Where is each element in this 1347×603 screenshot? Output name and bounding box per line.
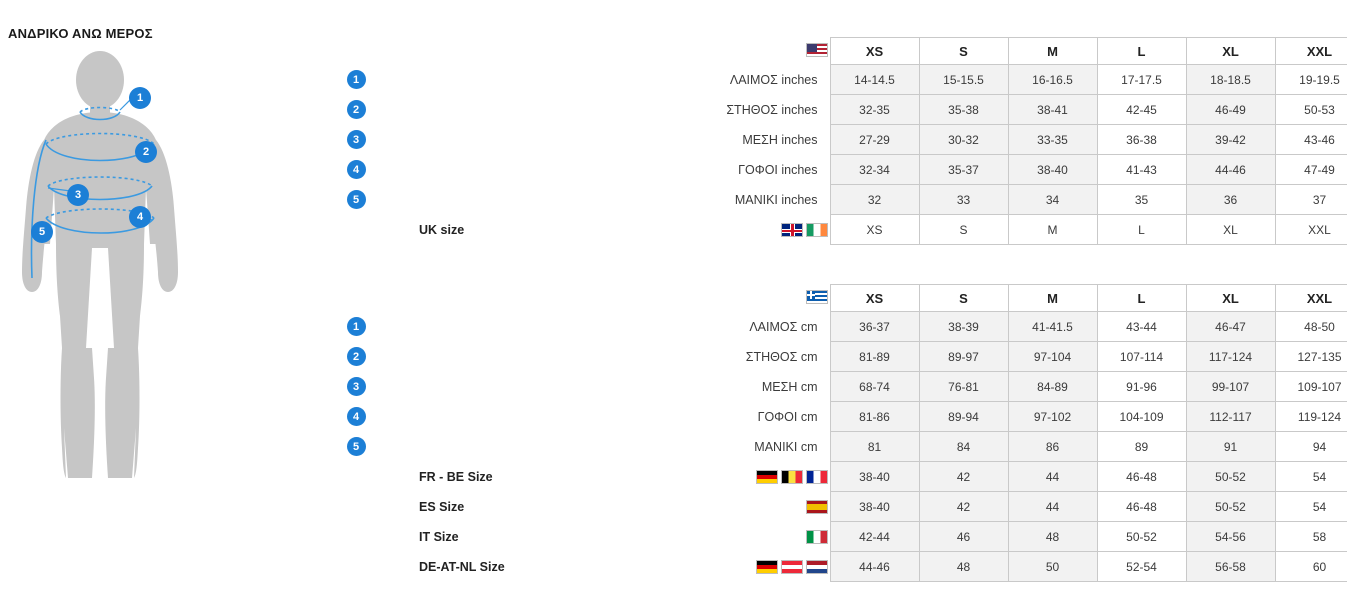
row-label-fr-be-size <box>375 462 830 492</box>
cell-waist-s: 76-81 <box>919 372 1008 402</box>
cell-sleeve-xs: 81 <box>830 432 919 462</box>
table-row <box>337 552 1347 582</box>
cell-hips-xl: 112-117 <box>1186 402 1275 432</box>
flag-france-icon <box>806 470 828 484</box>
row-marker-3: 3 <box>337 372 375 402</box>
body-diagram <box>0 48 330 498</box>
page-title: ΑΝΔΡΙΚΟ ΑΝΩ ΜΕΡΟΣ <box>8 26 153 41</box>
flag-netherlands-icon <box>806 560 828 574</box>
cell-waist-l: 36-38 <box>1097 125 1186 155</box>
cell-sleeve-xl: 91 <box>1186 432 1275 462</box>
cell-neck-xs: 14-14.5 <box>830 65 919 95</box>
cell-neck-m: 16-16.5 <box>1008 65 1097 95</box>
cell-hips-m: 38-40 <box>1008 155 1097 185</box>
cell-chest-l: 42-45 <box>1097 95 1186 125</box>
col-size-xxl: XXL <box>1275 38 1347 65</box>
cell-it-s: 46 <box>919 522 1008 552</box>
marker-5: 5 <box>32 222 52 242</box>
flag-ireland-icon <box>806 223 828 237</box>
cell-chest-m: 97-104 <box>1008 342 1097 372</box>
cell-waist-m: 33-35 <box>1008 125 1097 155</box>
cell-hips-xl: 44-46 <box>1186 155 1275 185</box>
cell-uk-xxl: XXL <box>1275 215 1347 245</box>
cell-es-xs: 38-40 <box>830 492 919 522</box>
cell-it-l: 50-52 <box>1097 522 1186 552</box>
size-table-metric <box>337 284 1347 582</box>
table-row <box>337 95 1347 125</box>
col-size-s: S <box>919 38 1008 65</box>
flag-group-it <box>806 530 828 544</box>
col-size-m: M <box>1008 38 1097 65</box>
cell-hips-l: 41-43 <box>1097 155 1186 185</box>
cell-it-xs: 42-44 <box>830 522 919 552</box>
row-label-hips-in: ΓΟΦΟΙ inches <box>738 162 818 177</box>
cell-uk-m: M <box>1008 215 1097 245</box>
cell-uk-xl: XL <box>1186 215 1275 245</box>
flag-group-fr-be <box>756 470 828 484</box>
cell-uk-s: S <box>919 215 1008 245</box>
col-size-xs: XS <box>830 285 919 312</box>
cell-deatnl-s: 48 <box>919 552 1008 582</box>
row-label-it-size <box>375 522 830 552</box>
row-label-hips-cm: ΓΟΦΟΙ cm <box>757 409 818 424</box>
figure-panel <box>0 0 330 603</box>
cell-neck-l: 43-44 <box>1097 312 1186 342</box>
cell-neck-xl: 46-47 <box>1186 312 1275 342</box>
row-label-es-size-text: ES Size <box>419 499 465 514</box>
cell-es-l: 46-48 <box>1097 492 1186 522</box>
row-marker-2: 2 <box>337 342 375 372</box>
cell-chest-l: 107-114 <box>1097 342 1186 372</box>
flag-germany-icon <box>756 470 778 484</box>
table-row <box>337 492 1347 522</box>
cell-it-xxl: 58 <box>1275 522 1347 552</box>
table-row <box>337 125 1347 155</box>
cell-hips-xxl: 47-49 <box>1275 155 1347 185</box>
col-size-xs: XS <box>830 38 919 65</box>
cell-neck-xxl: 48-50 <box>1275 312 1347 342</box>
marker-2: 2 <box>136 142 156 162</box>
cell-sleeve-l: 35 <box>1097 185 1186 215</box>
row-label-uk-size <box>375 215 830 245</box>
cell-sleeve-xs: 32 <box>830 185 919 215</box>
cell-sleeve-l: 89 <box>1097 432 1186 462</box>
cell-neck-m: 41-41.5 <box>1008 312 1097 342</box>
cell-waist-xs: 27-29 <box>830 125 919 155</box>
table-row <box>337 215 1347 245</box>
cell-frbe-l: 46-48 <box>1097 462 1186 492</box>
cell-frbe-s: 42 <box>919 462 1008 492</box>
row-label-uk-size-text: UK size <box>419 222 465 237</box>
cell-waist-l: 91-96 <box>1097 372 1186 402</box>
row-marker-none <box>337 462 375 492</box>
col-size-m: M <box>1008 285 1097 312</box>
cell-frbe-xs: 38-40 <box>830 462 919 492</box>
cell-deatnl-m: 50 <box>1008 552 1097 582</box>
cell-sleeve-m: 86 <box>1008 432 1097 462</box>
cell-waist-xl: 39-42 <box>1186 125 1275 155</box>
cell-waist-xxl: 109-107 <box>1275 372 1347 402</box>
cell-sleeve-xl: 36 <box>1186 185 1275 215</box>
table-row <box>337 312 1347 342</box>
cell-chest-m: 38-41 <box>1008 95 1097 125</box>
cell-waist-xxl: 43-46 <box>1275 125 1347 155</box>
row-label-sleeve-in: ΜΑΝΙΚΙ inches <box>734 192 818 207</box>
row-marker-3: 3 <box>337 125 375 155</box>
cell-neck-l: 17-17.5 <box>1097 65 1186 95</box>
row-label-es-size <box>375 492 830 522</box>
cell-chest-xxl: 50-53 <box>1275 95 1347 125</box>
cell-hips-m: 97-102 <box>1008 402 1097 432</box>
flag-belgium-icon <box>781 470 803 484</box>
row-marker-5: 5 <box>337 432 375 462</box>
flag-group-uk-ie <box>781 223 828 237</box>
table-row <box>337 462 1347 492</box>
table-row <box>337 65 1347 95</box>
row-marker-none <box>337 522 375 552</box>
col-size-l: L <box>1097 285 1186 312</box>
cell-frbe-xxl: 54 <box>1275 462 1347 492</box>
row-marker-1: 1 <box>337 65 375 95</box>
cell-waist-xl: 99-107 <box>1186 372 1275 402</box>
flag-germany-icon <box>756 560 778 574</box>
col-size-xl: XL <box>1186 285 1275 312</box>
table-row <box>337 432 1347 462</box>
cell-es-s: 42 <box>919 492 1008 522</box>
cell-hips-xs: 32-34 <box>830 155 919 185</box>
cell-es-m: 44 <box>1008 492 1097 522</box>
row-label-sleeve-cm: ΜΑΝΙΚΙ cm <box>754 439 818 454</box>
table-header-row <box>337 38 1347 65</box>
cell-neck-xl: 18-18.5 <box>1186 65 1275 95</box>
size-table-imperial <box>337 37 1347 245</box>
header-flag-us <box>375 38 830 65</box>
table-header-row <box>337 285 1347 312</box>
row-label-it-size-text: IT Size <box>419 529 459 544</box>
cell-it-xl: 54-56 <box>1186 522 1275 552</box>
row-marker-none <box>337 552 375 582</box>
cell-uk-l: L <box>1097 215 1186 245</box>
flag-group-es <box>806 500 828 514</box>
marker-1: 1 <box>130 88 150 108</box>
cell-chest-xxl: 127-135 <box>1275 342 1347 372</box>
row-label-neck-in: ΛΑΙΜΟΣ inches <box>729 72 818 87</box>
cell-chest-xs: 32-35 <box>830 95 919 125</box>
cell-sleeve-xxl: 94 <box>1275 432 1347 462</box>
cell-frbe-m: 44 <box>1008 462 1097 492</box>
cell-sleeve-xxl: 37 <box>1275 185 1347 215</box>
cell-deatnl-xs: 44-46 <box>830 552 919 582</box>
cell-neck-xxl: 19-19.5 <box>1275 65 1347 95</box>
row-label-fr-be-size-text: FR - BE Size <box>419 469 493 484</box>
flag-group-de-at-nl <box>756 560 828 574</box>
cell-es-xl: 50-52 <box>1186 492 1275 522</box>
flag-spain-icon <box>806 500 828 514</box>
row-marker-none <box>337 492 375 522</box>
row-label-chest-in: ΣΤΗΘΟΣ inches <box>726 102 818 117</box>
row-label-chest-cm: ΣΤΗΘΟΣ cm <box>745 349 818 364</box>
cell-frbe-xl: 50-52 <box>1186 462 1275 492</box>
table-row <box>337 402 1347 432</box>
flag-greece-icon <box>806 290 828 304</box>
cell-deatnl-xxl: 60 <box>1275 552 1347 582</box>
row-marker-4: 4 <box>337 155 375 185</box>
col-size-xl: XL <box>1186 38 1275 65</box>
cell-chest-s: 89-97 <box>919 342 1008 372</box>
flag-uk-icon <box>781 223 803 237</box>
cell-hips-xs: 81-86 <box>830 402 919 432</box>
marker-4: 4 <box>130 207 150 227</box>
cell-waist-s: 30-32 <box>919 125 1008 155</box>
row-marker-5: 5 <box>337 185 375 215</box>
row-label-neck-cm: ΛΑΙΜΟΣ cm <box>749 319 818 334</box>
table-row <box>337 185 1347 215</box>
row-label-waist-cm: ΜΕΣΗ cm <box>761 379 818 394</box>
cell-es-xxl: 54 <box>1275 492 1347 522</box>
cell-hips-s: 89-94 <box>919 402 1008 432</box>
row-marker-2: 2 <box>337 95 375 125</box>
header-flag-gr <box>375 285 830 312</box>
cell-chest-xs: 81-89 <box>830 342 919 372</box>
cell-it-m: 48 <box>1008 522 1097 552</box>
cell-neck-s: 38-39 <box>919 312 1008 342</box>
marker-3: 3 <box>68 185 88 205</box>
row-label-waist-in: ΜΕΣΗ inches <box>742 132 818 147</box>
flag-us-icon <box>806 43 828 57</box>
cell-sleeve-s: 33 <box>919 185 1008 215</box>
table-row <box>337 342 1347 372</box>
size-tables <box>337 0 1347 582</box>
cell-chest-s: 35-38 <box>919 95 1008 125</box>
cell-waist-xs: 68-74 <box>830 372 919 402</box>
row-marker-4: 4 <box>337 402 375 432</box>
flag-austria-icon <box>781 560 803 574</box>
header-spacer <box>337 285 375 312</box>
cell-waist-m: 84-89 <box>1008 372 1097 402</box>
cell-sleeve-m: 34 <box>1008 185 1097 215</box>
cell-hips-l: 104-109 <box>1097 402 1186 432</box>
row-label-de-at-nl-size-text: DE-AT-NL Size <box>419 559 505 574</box>
cell-neck-s: 15-15.5 <box>919 65 1008 95</box>
cell-chest-xl: 117-124 <box>1186 342 1275 372</box>
col-size-l: L <box>1097 38 1186 65</box>
cell-hips-s: 35-37 <box>919 155 1008 185</box>
cell-hips-xxl: 119-124 <box>1275 402 1347 432</box>
table-row <box>337 372 1347 402</box>
row-marker-1: 1 <box>337 312 375 342</box>
cell-uk-xs: XS <box>830 215 919 245</box>
row-marker-none <box>337 215 375 245</box>
header-spacer <box>337 38 375 65</box>
row-label-de-at-nl-size <box>375 552 830 582</box>
col-size-s: S <box>919 285 1008 312</box>
cell-deatnl-xl: 56-58 <box>1186 552 1275 582</box>
cell-deatnl-l: 52-54 <box>1097 552 1186 582</box>
cell-sleeve-s: 84 <box>919 432 1008 462</box>
table-row <box>337 522 1347 552</box>
flag-italy-icon <box>806 530 828 544</box>
col-size-xxl: XXL <box>1275 285 1347 312</box>
male-torso-illustration <box>0 48 330 498</box>
table-row <box>337 155 1347 185</box>
cell-neck-xs: 36-37 <box>830 312 919 342</box>
cell-chest-xl: 46-49 <box>1186 95 1275 125</box>
